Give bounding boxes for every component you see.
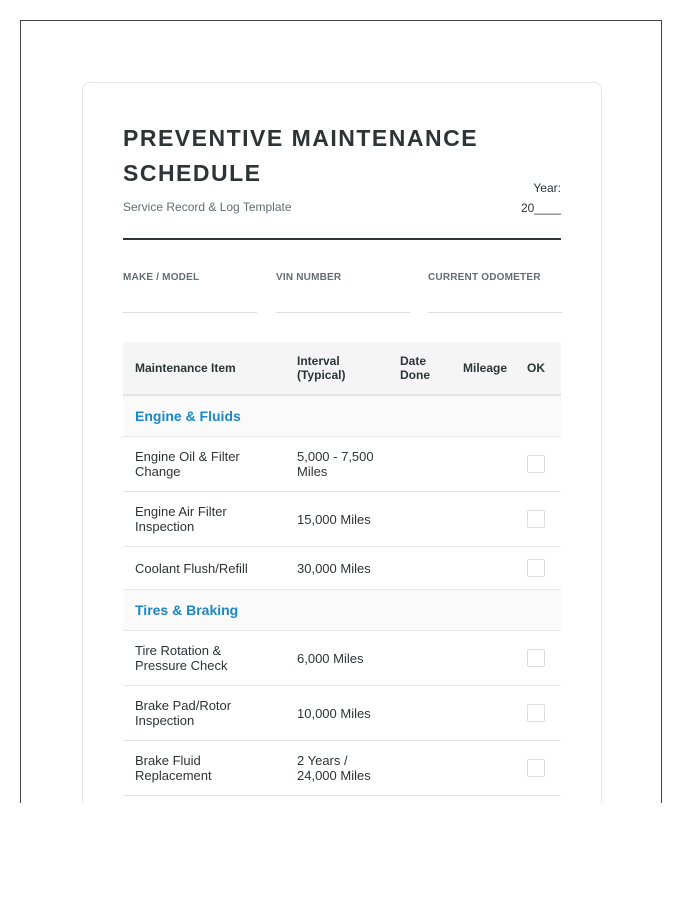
item-name: Brake Fluid Replacement — [123, 741, 285, 796]
make-model-label: MAKE / MODEL — [123, 272, 200, 283]
year-block — [521, 181, 561, 216]
maintenance-table — [123, 342, 561, 796]
item-interval: 10,000 Miles — [285, 686, 388, 741]
item-interval: 5,000 - 7,500 Miles — [285, 437, 388, 492]
mileage-cell[interactable] — [451, 492, 519, 547]
mileage-cell[interactable] — [451, 686, 519, 741]
ok-cell — [519, 631, 561, 686]
ok-checkbox[interactable] — [527, 759, 545, 777]
table-row — [123, 686, 561, 741]
year-field[interactable]: 20____ — [520, 201, 561, 215]
schedule-card — [82, 82, 602, 803]
table-row — [123, 437, 561, 492]
header-mileage: Mileage — [451, 342, 519, 395]
header-date-done: Date Done — [388, 342, 451, 395]
year-label: Year: — [533, 181, 561, 195]
section-title: Engine & Fluids — [123, 395, 561, 437]
document-page — [20, 20, 662, 803]
table-row — [123, 492, 561, 547]
table-row — [123, 631, 561, 686]
item-interval: 15,000 Miles — [285, 492, 388, 547]
header-divider — [123, 238, 561, 240]
item-name: Engine Air Filter Inspection — [123, 492, 285, 547]
vehicle-info-fields — [123, 272, 561, 312]
header-ok: OK — [519, 342, 561, 395]
date-done-cell[interactable] — [388, 547, 451, 590]
make-model-field[interactable] — [123, 272, 257, 283]
item-name: Tire Rotation & Pressure Check — [123, 631, 285, 686]
ok-checkbox[interactable] — [527, 649, 545, 667]
current-odometer-field[interactable] — [428, 272, 562, 283]
ok-checkbox[interactable] — [527, 559, 545, 577]
ok-cell — [519, 686, 561, 741]
table-header-row — [123, 342, 561, 395]
mileage-cell[interactable] — [451, 631, 519, 686]
vin-number-field[interactable] — [276, 272, 410, 283]
document-title: PREVENTIVE MAINTENANCE SCHEDULE — [123, 125, 479, 186]
table-row — [123, 741, 561, 796]
date-done-cell[interactable] — [388, 492, 451, 547]
date-done-cell[interactable] — [388, 631, 451, 686]
mileage-cell[interactable] — [451, 741, 519, 796]
header-maintenance-item: Maintenance Item — [123, 342, 285, 395]
ok-cell — [519, 547, 561, 590]
item-name: Coolant Flush/Refill — [123, 547, 285, 590]
item-interval: 30,000 Miles — [285, 547, 388, 590]
ok-cell — [519, 741, 561, 796]
section-title: Tires & Braking — [123, 590, 561, 631]
ok-cell — [519, 437, 561, 492]
header-interval: Interval (Typical) — [285, 342, 388, 395]
ok-checkbox[interactable] — [527, 510, 545, 528]
section-row-tires-braking — [123, 590, 561, 631]
item-name: Brake Pad/Rotor Inspection — [123, 686, 285, 741]
ok-cell — [519, 492, 561, 547]
make-model-input-line[interactable] — [123, 312, 257, 313]
ok-checkbox[interactable] — [527, 704, 545, 722]
vin-number-label: VIN NUMBER — [276, 272, 342, 283]
section-row-engine-fluids — [123, 395, 561, 437]
current-odometer-label: CURRENT ODOMETER — [428, 272, 541, 283]
ok-checkbox[interactable] — [527, 455, 545, 473]
date-done-cell[interactable] — [388, 741, 451, 796]
date-done-cell[interactable] — [388, 437, 451, 492]
item-name: Engine Oil & Filter Change — [123, 437, 285, 492]
current-odometer-input-line[interactable] — [428, 312, 562, 313]
mileage-cell[interactable] — [451, 437, 519, 492]
item-interval: 6,000 Miles — [285, 631, 388, 686]
vin-number-input-line[interactable] — [276, 312, 410, 313]
date-done-cell[interactable] — [388, 686, 451, 741]
table-row — [123, 547, 561, 590]
document-subtitle: Service Record & Log Template — [123, 200, 292, 214]
item-interval: 2 Years / 24,000 Miles — [285, 741, 388, 796]
mileage-cell[interactable] — [451, 547, 519, 590]
